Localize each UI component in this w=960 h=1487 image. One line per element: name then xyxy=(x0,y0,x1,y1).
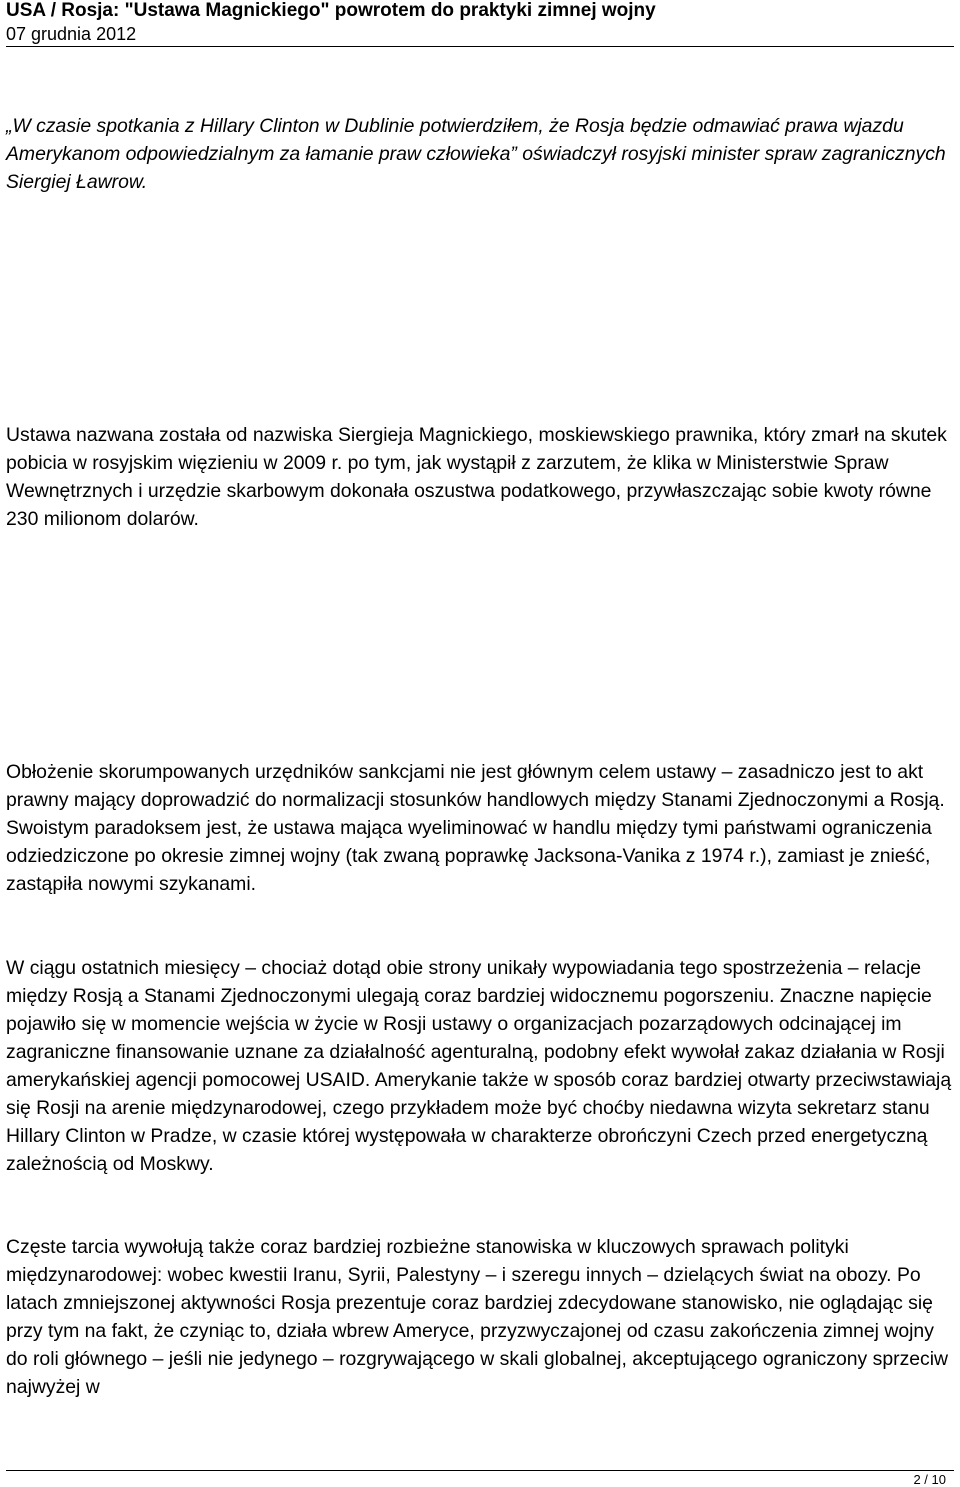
page-number: 2 / 10 xyxy=(913,1472,946,1487)
footer-divider xyxy=(6,1470,954,1471)
article-paragraph-4: Częste tarcia wywołują także coraz bardziej rozbieżne stanowiska w kluczowych sprawach polityki międzynarodowej: wobec kwestii Iranu, Syrii, Palestyny – i szeregu innych – dzielących świat na obozy. Po latach zmniejszonej aktywności Rosja prezentuje coraz bardziej zdecydowane stanowisko, nie oglądając się przy tym na fakt, że czyniąc to, działa wbrew Ameryce, przyzwyczajonej od czasu zakończenia zimnej wojny do roli głównego – jeśli nie jedynego – rozgrywającego w skali globalnej, akceptującego ograniczony sprzeciw najwyżej w xyxy=(6,1236,949,1398)
document-header xyxy=(6,0,954,45)
article-paragraph-1: Ustawa nazwana została od nazwiska Siergieja Magnickiego, moskiewskiego prawnika, który zmarł na skutek pobicia w rosyjskim więzieniu w 2009 r. po tym, jak wystąpił z zarzutem, że klika w Ministerstwie Spraw Wewnętrznych i urzędzie skarbowym dokonała oszustwa podatkowego, przywłaszczając sobie kwoty równe 230 milionom dolarów. xyxy=(6,424,947,530)
article-paragraph-2: Obłożenie skorumpowanych urzędników sankcjami nie jest głównym celem ustawy – zasadniczo jest to akt prawny mający doprowadzić do normalizacji stosunków handlowych między Stanami Zjednoczonymi a Rosją. Swoistym paradoksem jest, że ustawa mająca wyeliminować w handlu między tymi państwami ograniczenia odziedziczone po okresie zimnej wojny (tak zwaną poprawkę Jacksona-Vanika z 1974 r.), zamiast je znieść, zastąpiła nowymi szykanami. xyxy=(6,761,945,895)
document-date: 07 grudnia 2012 xyxy=(6,24,137,44)
quote-paragraph: „W czasie spotkania z Hillary Clinton w Dublinie potwierdziłem, że Rosja będzie odmawiać prawa wjazdu Amerykanom odpowiedzialnym za łamanie praw człowieka” oświadczył rosyjski minister spraw zagranicznych Siergiej Ławrow. xyxy=(6,115,946,193)
document-title: USA / Rosja: "Ustawa Magnickiego" powrotem do praktyki zimnej wojny xyxy=(6,0,656,21)
header-divider xyxy=(6,46,954,47)
article-paragraph-3: W ciągu ostatnich miesięcy – chociaż dotąd obie strony unikały wypowiadania tego spostrzeżenia – relacje między Rosją a Stanami Zjednoczonymi ulegają coraz bardziej widocznemu pogorszeniu. Znaczne napięcie pojawiło się w momencie wejścia w życie w Rosji ustawy o organizacjach pozarządowych odcinającej im zagraniczne finansowanie uznane za działalność agenturalną, podobny efekt wywołał zakaz działania w Rosji amerykańskiej agencji pomocowej USAID. Amerykanie także w sposób coraz bardziej otwarty przeciwstawiają się Rosji na arenie międzynarodowej, czego przykładem może być choćby niedawna wizyta sekretarz stanu Hillary Clinton w Pradze, w czasie której występowała w charakterze obrończyni Czech przed energetyczną zależnością od Moskwy. xyxy=(6,957,952,1175)
